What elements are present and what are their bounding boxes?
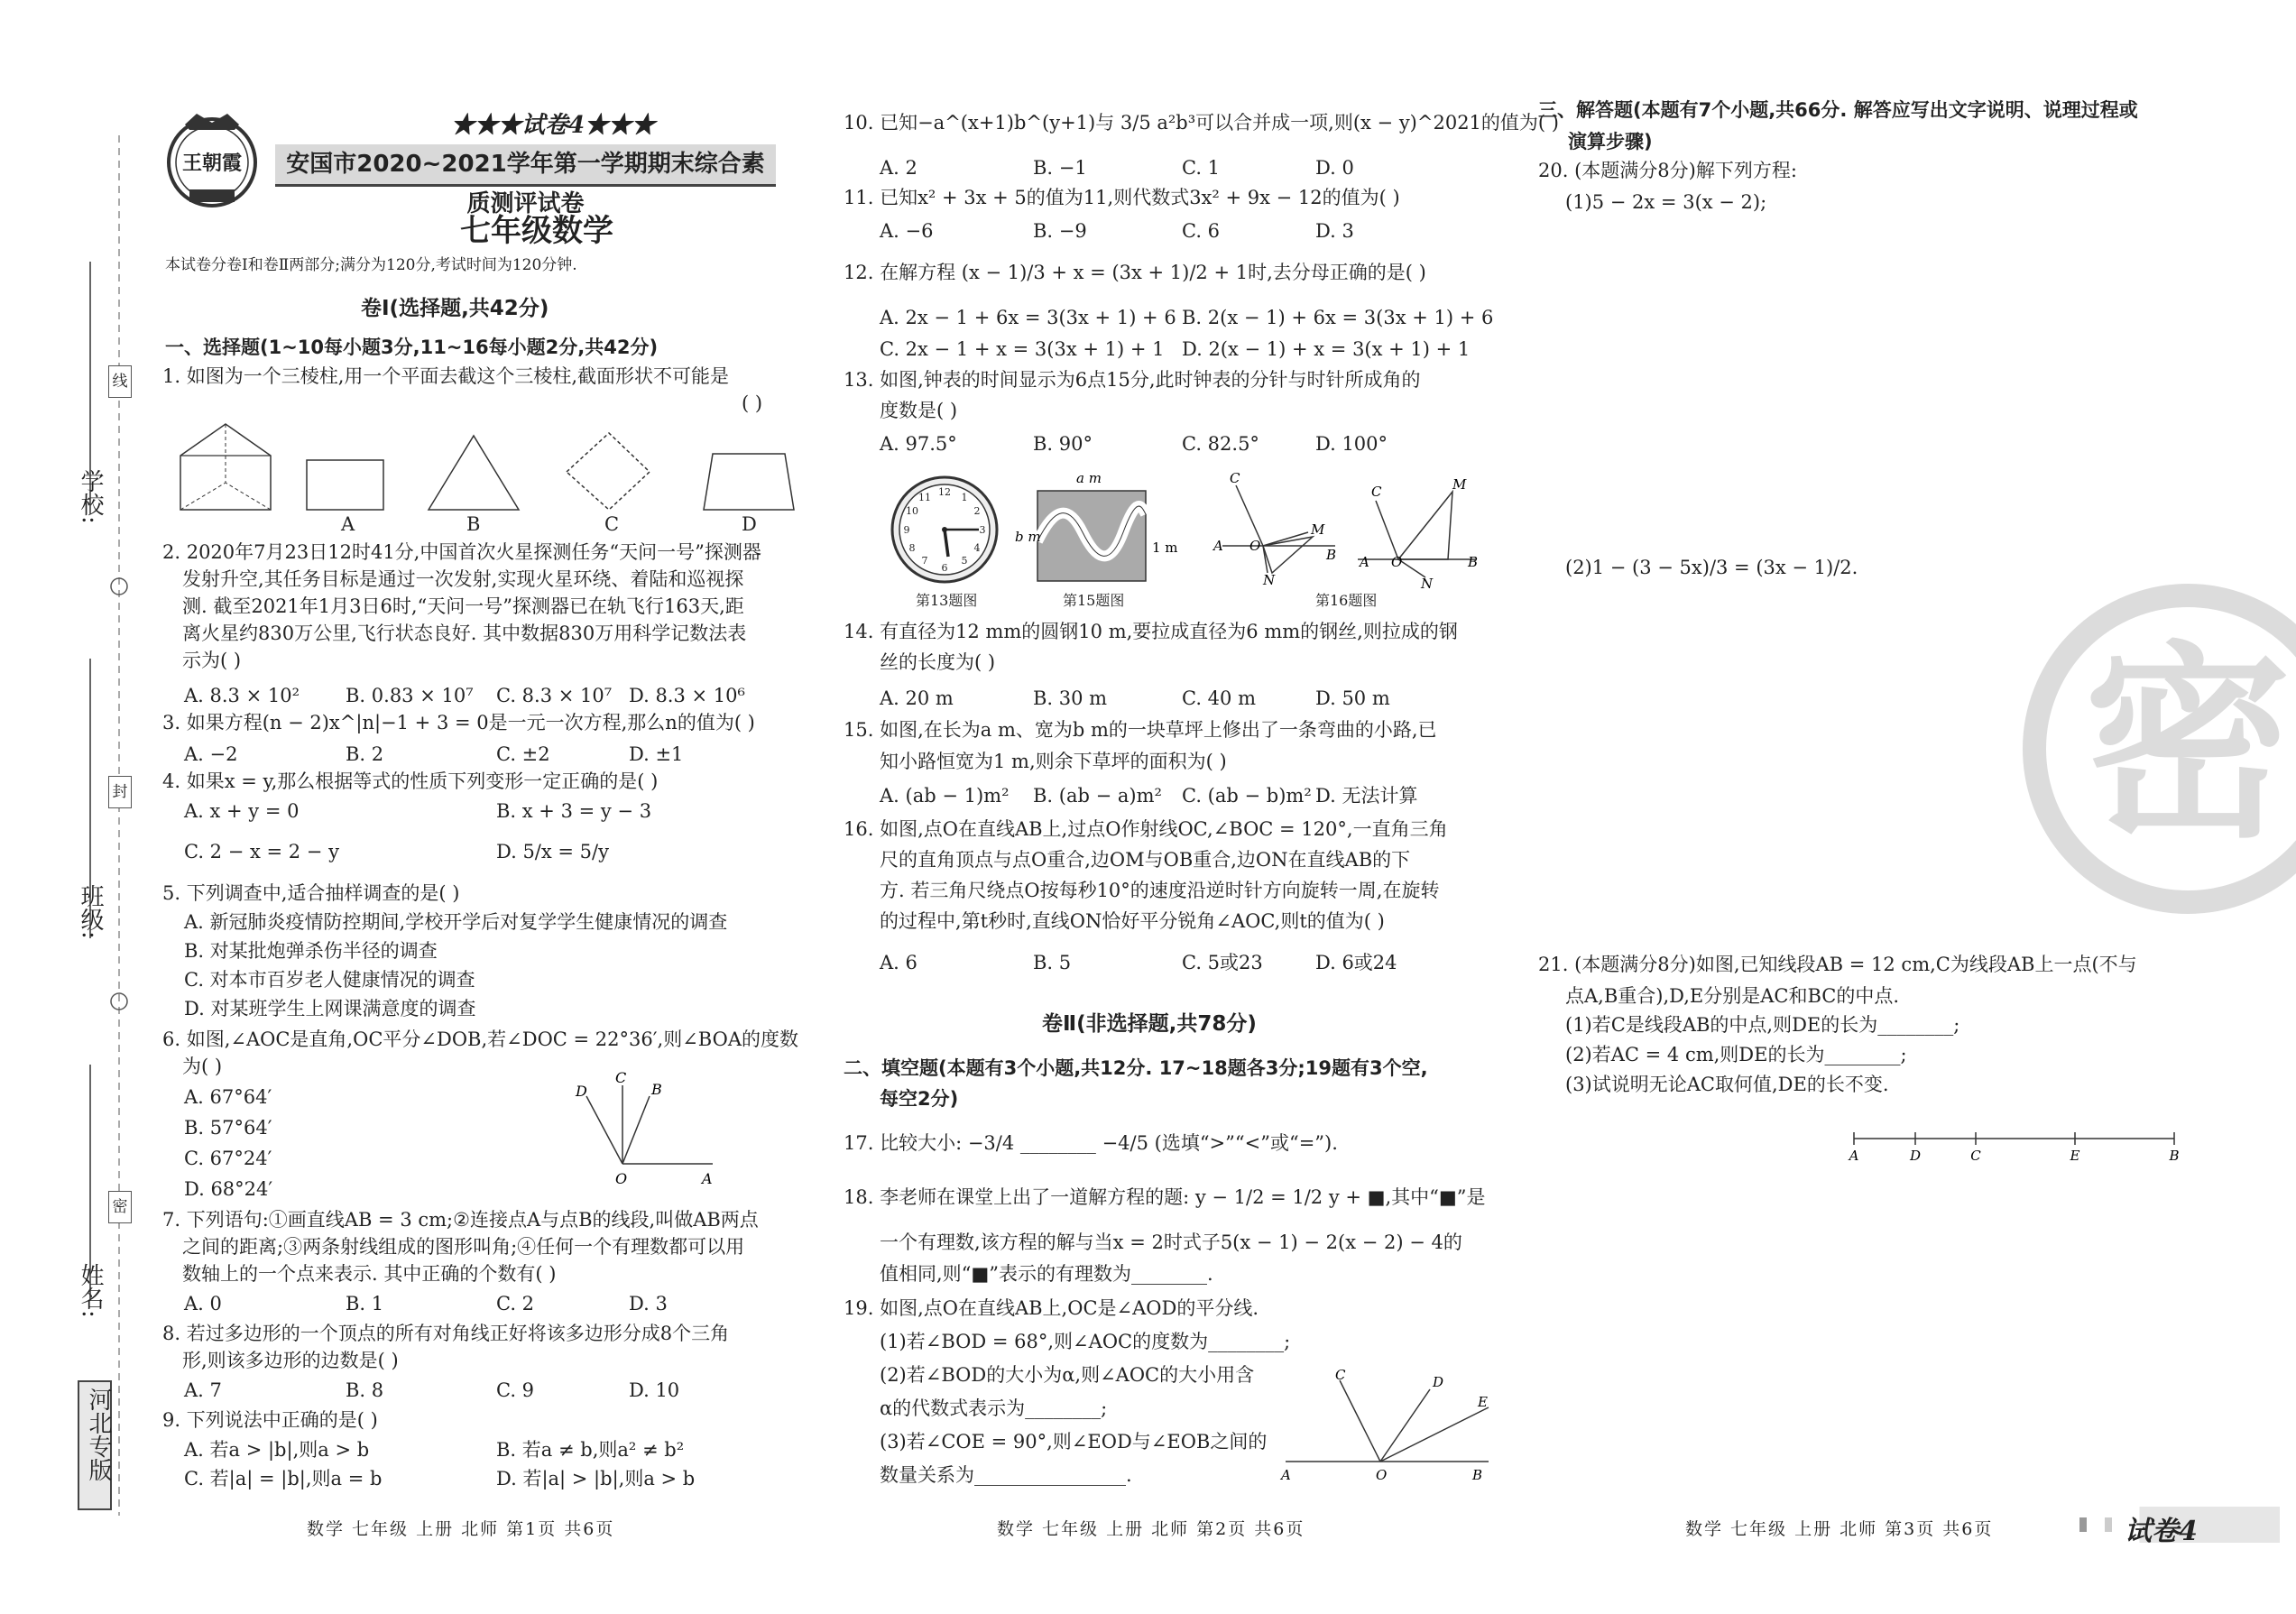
- q20-part2: (2)1 − (3 − 5x)/3 = (3x − 1)/2.: [1565, 557, 1858, 578]
- q8-line2: 形,则该多边形的边数是( ): [182, 1350, 399, 1371]
- page-footer-2: 数学 七年级 上册 北师 第2页 共6页: [997, 1519, 1305, 1539]
- q16-option-c: C. 5或23: [1182, 952, 1263, 973]
- part1-title: 卷Ⅰ(选择题,共42分): [361, 297, 549, 320]
- q4-text: 4. 如果x = y,那么根据等式的性质下列变形一定正确的是( ): [162, 770, 659, 792]
- q3-option-d: D. ±1: [629, 743, 684, 765]
- svg-text:12: 12: [938, 486, 951, 498]
- q16-option-d: D. 6或24: [1315, 952, 1397, 973]
- q15-option-a: A. (ab − 1)m²: [880, 785, 1010, 807]
- q6-line1: 6. 如图,∠AOC是直角,OC平分∠DOB,若∠DOC = 22°36′,则∠BOA的度数: [162, 1028, 798, 1050]
- svg-text:6: 6: [941, 562, 948, 574]
- q7-option-d: D. 3: [629, 1293, 668, 1314]
- seg-label-d: D: [1909, 1148, 1922, 1164]
- q21-part2: (2)若AC = 4 cm,则DE的长为________;: [1565, 1044, 1907, 1065]
- q5-option-a: A. 新冠肺炎疫情防控期间,学校开学后对复学学生健康情况的调查: [184, 911, 728, 933]
- q20-part1: (1)5 − 2x = 3(x − 2);: [1565, 191, 1767, 213]
- q6-option-b: B. 57°64′: [184, 1117, 272, 1139]
- seg-label-c: C: [1970, 1148, 1981, 1164]
- q2-line1: 2. 2020年7月23日12时41分,中国首次火星探测任务“天问一号”探测器: [162, 541, 761, 563]
- svg-text:M: M: [1311, 521, 1325, 538]
- q6-option-a: A. 67°64′: [184, 1086, 272, 1108]
- fig15-caption: 第15题图: [1063, 592, 1125, 609]
- q3-text: 3. 如果方程(n − 2)x^|n|−1 + 3 = 0是一元一次方程,那么n的值为( ): [162, 712, 755, 733]
- svg-text:2: 2: [973, 505, 981, 517]
- q7-line3: 数轴上的一个点来表示. 其中正确的个数有( ): [182, 1263, 557, 1285]
- q21-part3: (3)试说明无论AC取何值,DE的长不变.: [1565, 1074, 1889, 1095]
- q1-label-c: C: [604, 513, 620, 535]
- fig16-caption: 第16题图: [1315, 592, 1378, 609]
- cut-mark-seal: 封: [108, 776, 132, 808]
- svg-text:1: 1: [961, 492, 968, 503]
- svg-text:11: 11: [918, 492, 931, 503]
- svg-text:B: B: [1468, 554, 1479, 570]
- watermark-stamp: [2007, 577, 2296, 920]
- svg-text:D: D: [576, 1083, 587, 1100]
- q19-part1: (1)若∠BOD = 68°,则∠AOC的度数为________;: [880, 1331, 1291, 1352]
- svg-text:C: C: [615, 1069, 627, 1086]
- q11-option-c: C. 6: [1182, 220, 1221, 242]
- q8-option-b: B. 8: [346, 1379, 384, 1401]
- q2-line4: 离火星约830万公里,飞行状态良好. 其中数据830万用科学记数法表: [182, 623, 747, 644]
- q16-option-a: A. 6: [880, 952, 917, 973]
- svg-text:C: C: [1230, 470, 1240, 486]
- q2-option-c: C. 8.3 × 10⁷: [496, 685, 613, 706]
- q4-option-d: D. 5/x = 5/y: [496, 841, 609, 862]
- name-label: 姓名:: [77, 1263, 104, 1318]
- svg-text:O: O: [615, 1170, 628, 1187]
- q13-option-b: B. 90°: [1033, 433, 1093, 455]
- q14-option-d: D. 50 m: [1315, 687, 1390, 709]
- svg-text:A: A: [1213, 538, 1223, 554]
- q3-option-c: C. ±2: [496, 743, 550, 765]
- q19-part3-line2: 数量关系为________________.: [880, 1464, 1132, 1486]
- exam-title: 安国市2020~2021学年第一学期期末综合素质测评试卷: [286, 151, 765, 217]
- svg-text:C: C: [1371, 484, 1382, 500]
- q8-option-d: D. 10: [629, 1379, 680, 1401]
- q21-part1: (1)若C是线段AB的中点,则DE的长为________;: [1565, 1014, 1960, 1036]
- q19-figure: [1272, 1367, 1498, 1484]
- q7-line2: 之间的距离;③两条射线组成的图形叫角;④任何一个有理数都可以用: [182, 1236, 745, 1258]
- q1-label-d: D: [742, 513, 757, 535]
- logo: [162, 106, 262, 215]
- q15-line1: 15. 如图,在长为a m、宽为b m的一块草坪上修出了一条弯曲的小路,已: [844, 719, 1437, 741]
- q12-option-a: A. 2x − 1 + 6x = 3(3x + 1) + 6: [880, 307, 1176, 328]
- q18-line1: 18. 李老师在课堂上出了一道解方程的题: y − 1/2 = 1/2 y + ■,其中“■”是: [844, 1186, 1486, 1208]
- svg-text:A: A: [1281, 1467, 1291, 1483]
- q12-option-c: C. 2x − 1 + x = 3(3x + 1) + 1: [880, 338, 1165, 360]
- q14-option-a: A. 20 m: [880, 687, 954, 709]
- svg-text:N: N: [1263, 572, 1276, 588]
- q11-option-b: B. −9: [1033, 220, 1087, 242]
- q7-option-b: B. 1: [346, 1293, 384, 1314]
- q2-line5: 示为( ): [182, 650, 242, 671]
- q16-option-b: B. 5: [1033, 952, 1072, 973]
- svg-text:9: 9: [903, 524, 910, 536]
- q13-line2: 度数是( ): [880, 400, 958, 421]
- q18-line3: 值相同,则“■”表示的有理数为________.: [880, 1263, 1213, 1285]
- q21-line1: 21. (本题满分8分)如图,已知线段AB = 12 cm,C为线段AB上一点(不与: [1538, 954, 2137, 975]
- q15-option-c: C. (ab − b)m²: [1182, 785, 1312, 807]
- watermark-char: 密: [2083, 623, 2292, 866]
- q6-line2: 为( ): [182, 1056, 223, 1077]
- svg-text:N: N: [1421, 576, 1434, 592]
- binding-lines: [0, 0, 180, 1614]
- q5-option-c: C. 对本市百岁老人健康情况的调查: [184, 969, 475, 991]
- fig15-right-label: 1 m: [1152, 540, 1178, 556]
- q12-option-d: D. 2(x − 1) + x = 3(x + 1) + 1: [1182, 338, 1471, 360]
- fig15-left-label: b m: [1015, 529, 1041, 545]
- q7-option-c: C. 2: [496, 1293, 535, 1314]
- q5-text: 5. 下列调查中,适合抽样调查的是( ): [162, 882, 460, 904]
- school-label: 学校:: [77, 469, 104, 524]
- svg-text:7: 7: [921, 555, 928, 567]
- cut-mark-line: 线: [108, 365, 132, 398]
- q11-text: 11. 已知x² + 3x + 5的值为11,则代数式3x² + 9x − 12的值为( ): [844, 187, 1400, 208]
- q10-option-a: A. 2: [880, 157, 917, 179]
- q10-text: 10. 已知−a^(x+1)b^(y+1)与 3/5 a²b³可以合并成一项,则(x − y)^2021的值为( ): [844, 112, 1559, 134]
- q13-option-c: C. 82.5°: [1182, 433, 1259, 455]
- svg-text:10: 10: [906, 505, 918, 517]
- q6-figure: [559, 1069, 722, 1195]
- q7-option-a: A. 0: [184, 1293, 222, 1314]
- svg-text:4: 4: [973, 542, 981, 554]
- q13-option-d: D. 100°: [1315, 433, 1388, 455]
- seg-label-e: E: [2070, 1148, 2080, 1164]
- q6-option-d: D. 68°24′: [184, 1178, 273, 1200]
- corner-label: 试卷4: [2125, 1516, 2198, 1547]
- fig13-caption: 第13题图: [916, 592, 978, 609]
- q14-option-b: B. 30 m: [1033, 687, 1108, 709]
- edition-badge: 河北专版: [78, 1380, 112, 1510]
- corner-tab: [2079, 1507, 2280, 1547]
- q1-text: 1. 如图为一个三棱柱,用一个平面去截这个三棱柱,截面形状不可能是: [162, 365, 730, 387]
- svg-text:E: E: [1478, 1394, 1488, 1410]
- q15-lawn-figure: [1015, 469, 1178, 586]
- svg-text:C: C: [1335, 1367, 1346, 1383]
- q16-figures: [1213, 469, 1493, 591]
- q15-option-b: B. (ab − a)m²: [1033, 785, 1162, 807]
- q9-option-c: C. 若|a| = |b|,则a = b: [184, 1468, 383, 1489]
- section2-header-line1: 二、填空题(本题有3个小题,共12分. 17~18题各3分;19题有3个空,: [844, 1057, 1428, 1079]
- q2-option-d: D. 8.3 × 10⁶: [629, 685, 745, 706]
- q18-line2: 一个有理数,该方程的解与当x = 2时式子5(x − 1) − 2(x − 2) − 4的: [880, 1231, 1462, 1253]
- badge-title: ★★★试卷4★★★: [451, 112, 656, 139]
- seg-label-b: B: [2169, 1148, 2180, 1164]
- q9-option-a: A. 若a > |b|,则a > b: [184, 1439, 370, 1461]
- svg-text:5: 5: [961, 555, 968, 567]
- q4-option-b: B. x + 3 = y − 3: [496, 800, 652, 822]
- exam-title-banner: [275, 144, 776, 217]
- q14-line2: 丝的长度为( ): [880, 651, 996, 673]
- q19-part2-line2: α的代数式表示为________;: [880, 1397, 1108, 1419]
- q15-option-d: D. 无法计算: [1315, 785, 1418, 807]
- logo-text: 王朝霞: [181, 152, 242, 175]
- q1-label-b: B: [466, 513, 481, 535]
- q12-text: 12. 在解方程 (x − 1)/3 + x = (3x + 1)/2 + 1时,去分母正确的是( ): [844, 262, 1426, 283]
- svg-text:O: O: [1249, 538, 1261, 554]
- q4-option-c: C. 2 − x = 2 − y: [184, 841, 339, 862]
- q14-line1: 14. 有直径为12 mm的圆钢10 m,要拉成直径为6 mm的钢丝,则拉成的钢: [844, 621, 1458, 642]
- q16-line4: 的过程中,第t秒时,直线ON恰好平分锐角∠AOC,则t的值为( ): [880, 910, 1385, 932]
- q6-option-c: C. 67°24′: [184, 1148, 272, 1169]
- fig15-top-label: a m: [1076, 470, 1102, 486]
- q9-option-d: D. 若|a| > |b|,则a > b: [496, 1468, 696, 1489]
- svg-text:8: 8: [908, 542, 916, 554]
- q13-clock-figure: [889, 474, 1001, 586]
- q8-option-a: A. 7: [184, 1379, 222, 1401]
- svg-text:M: M: [1452, 476, 1467, 493]
- cut-mark-secret: 密: [108, 1191, 132, 1223]
- q2-line2: 发射升空,其任务目标是通过一次发射,实现火星环绕、着陆和巡视探: [182, 568, 744, 590]
- section2-header-line2: 每空2分): [880, 1088, 959, 1110]
- page-footer-1: 数学 七年级 上册 北师 第1页 共6页: [307, 1519, 615, 1539]
- q13-option-a: A. 97.5°: [880, 433, 957, 455]
- q11-option-d: D. 3: [1315, 220, 1354, 242]
- q2-option-b: B. 0.83 × 10⁷: [346, 685, 474, 706]
- subject-title: 七年级数学: [460, 213, 613, 249]
- corner-dots: [2079, 1517, 2112, 1532]
- q16-line3: 方. 若三角尺绕点O按每秒10°的速度沿逆时针方向旋转一周,在旋转: [880, 880, 1440, 901]
- q9-text: 9. 下列说法中正确的是( ): [162, 1409, 378, 1431]
- q10-option-c: C. 1: [1182, 157, 1221, 179]
- section3-header-line2: 演算步骤): [1568, 131, 1653, 152]
- q4-option-a: A. x + y = 0: [184, 800, 300, 822]
- q10-option-b: B. −1: [1033, 157, 1087, 179]
- q10-option-d: D. 0: [1315, 157, 1354, 179]
- q15-line2: 知小路恒宽为1 m,则余下草坪的面积为( ): [880, 751, 1227, 772]
- q5-option-d: D. 对某班学生上网课满意度的调查: [184, 998, 476, 1019]
- q11-option-a: A. −6: [880, 220, 934, 242]
- q7-line1: 7. 下列语句:①画直线AB = 3 cm;②连接点A与点B的线段,叫做AB两点: [162, 1209, 759, 1231]
- q20-text: 20. (本题满分8分)解下列方程:: [1538, 160, 1797, 181]
- q19-part2-line1: (2)若∠BOD的大小为α,则∠AOC的大小用含: [880, 1364, 1255, 1386]
- q16-line1: 16. 如图,点O在直线AB上,过点O作射线OC,∠BOC = 120°,一直角三角: [844, 818, 1448, 840]
- q1-figures: [171, 420, 821, 537]
- svg-text:O: O: [1376, 1467, 1388, 1483]
- q17-text: 17. 比较大小: −3/4 ________ −4/5 (选填“>”“<”或“=”).: [844, 1132, 1338, 1154]
- svg-text:D: D: [1433, 1374, 1444, 1390]
- q16-line2: 尺的直角顶点与点O重合,边OM与OB重合,边ON在直线AB的下: [880, 849, 1411, 871]
- q3-option-b: B. 2: [346, 743, 384, 765]
- q13-line1: 13. 如图,钟表的时间显示为6点15分,此时钟表的分针与时针所成角的: [844, 369, 1421, 391]
- page-footer-3: 数学 七年级 上册 北师 第3页 共6页: [1685, 1519, 1994, 1539]
- q8-option-c: C. 9: [496, 1379, 535, 1401]
- part2-title: 卷Ⅱ(非选择题,共78分): [1042, 1012, 1257, 1036]
- section1-header: 一、选择题(1~10每小题3分,11~16每小题2分,共42分): [165, 337, 659, 358]
- q3-option-a: A. −2: [184, 743, 238, 765]
- q19-part3-line1: (3)若∠COE = 90°,则∠EOD与∠EOB之间的: [880, 1431, 1268, 1453]
- section3-header-line1: 三、解答题(本题有7个小题,共66分. 解答应写出文字说明、说理过程或: [1538, 99, 2138, 121]
- svg-text:A: A: [1360, 554, 1369, 570]
- q2-option-a: A. 8.3 × 10²: [184, 685, 300, 706]
- class-label: 班级:: [77, 884, 104, 939]
- q19-text: 19. 如图,点O在直线AB上,OC是∠AOD的平分线.: [844, 1297, 1259, 1319]
- q5-option-b: B. 对某批炮弹杀伤半径的调查: [184, 940, 438, 962]
- q21-line2: 点A,B重合),D,E分别是AC和BC的中点.: [1565, 985, 1900, 1007]
- exam-intro: 本试卷分卷Ⅰ和卷Ⅱ两部分;满分为120分,考试时间为120分钟.: [165, 256, 577, 274]
- q2-line3: 测. 截至2021年1月3日6时,“天问一号”探测器已在轨飞行163天,距: [182, 595, 744, 617]
- svg-text:A: A: [702, 1170, 713, 1187]
- svg-text:3: 3: [979, 524, 986, 536]
- q1-label-a: A: [341, 513, 355, 535]
- seg-label-a: A: [1849, 1148, 1859, 1164]
- q9-option-b: B. 若a ≠ b,则a² ≠ b²: [496, 1439, 685, 1461]
- q21-segment-figure: [1840, 1128, 2183, 1164]
- q8-line1: 8. 若过多边形的一个顶点的所有对角线正好将该多边形分成8个三角: [162, 1323, 730, 1344]
- q1-paren: ( ): [742, 392, 763, 414]
- svg-text:B: B: [651, 1081, 662, 1098]
- svg-text:B: B: [1326, 547, 1337, 563]
- svg-text:B: B: [1472, 1467, 1483, 1483]
- svg-text:O: O: [1391, 554, 1403, 570]
- q12-option-b: B. 2(x − 1) + 6x = 3(3x + 1) + 6: [1182, 307, 1494, 328]
- q14-option-c: C. 40 m: [1182, 687, 1256, 709]
